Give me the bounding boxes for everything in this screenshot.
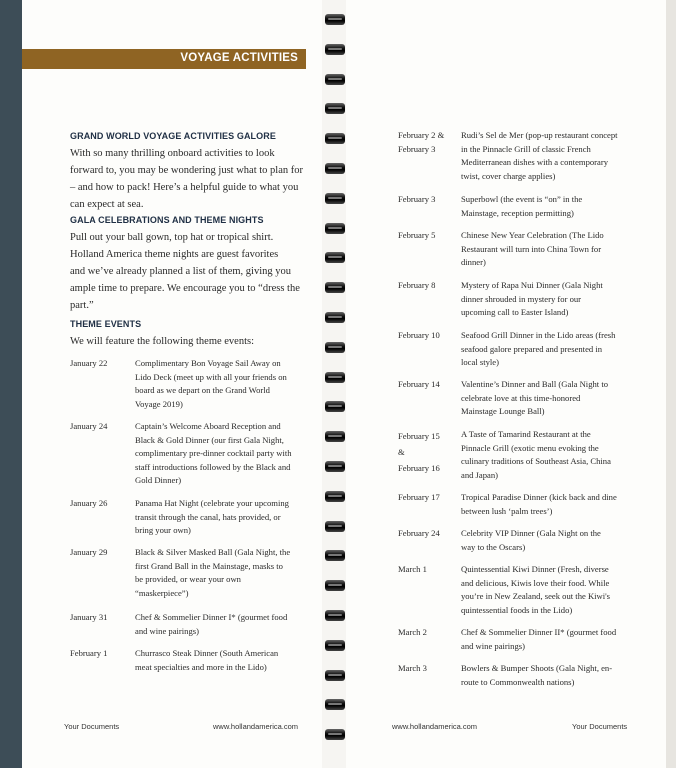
event-description: Tropical Paradise Dinner (kick back and dine between lush ‘palm trees’) xyxy=(461,492,617,516)
heading-activities-galore: GRAND WORLD VOYAGE ACTIVITIES GALORE xyxy=(70,131,276,141)
binding-ring xyxy=(325,74,345,85)
event-description: Black & Silver Masked Ball (Gala Night, the first Grand Ball in the Mainstage, masks to be provided, or wear your own “maskerpiece”) xyxy=(135,547,291,598)
event-description: Chinese New Year Celebration (The Lido Restaurant will turn into China Town for dinner) xyxy=(461,230,604,267)
event-description: A Taste of Tamarind Restaurant at the Pinnacle Grill (exotic menu evoking the culinary traditions of Southeast Asia, China and Japan) xyxy=(461,429,611,480)
event-date: January 26 xyxy=(70,498,108,508)
footer-section-right: Your Documents xyxy=(572,722,628,731)
section-banner xyxy=(22,49,306,69)
binding-ring xyxy=(325,44,345,55)
event-description: Complimentary Bon Voyage Sail Away on Lido Deck (meet up with all your friends on board as we depart on the Grand World Voyage 2019) xyxy=(135,358,287,409)
banner-title: VOYAGE ACTIVITIES xyxy=(180,52,298,64)
binding-ring xyxy=(325,431,345,442)
page-edge xyxy=(666,0,676,768)
event-date: February 24 xyxy=(398,528,440,538)
event-date: February 1 xyxy=(70,648,108,658)
binding-gutter xyxy=(322,0,346,768)
event-description: Superbowl (the event is “on” in the Mainstage, reception permitting) xyxy=(461,194,583,218)
event-description: Quintessential Kiwi Dinner (Fresh, diverse and delicious, Kiwis love their food. While you’re in New Zealand, seek out the Kiwi's quintessential foods in the Lido) xyxy=(461,564,611,615)
binding-ring xyxy=(325,252,345,263)
binding-ring xyxy=(325,223,345,234)
event-description: Mystery of Rapa Nui Dinner (Gala Night dinner shrouded in mystery for our upcoming call to Easter Island) xyxy=(461,280,603,317)
binding-ring xyxy=(325,610,345,621)
binding-ring xyxy=(325,133,345,144)
binding-ring xyxy=(325,163,345,174)
binding-ring xyxy=(325,14,345,25)
footer-section-left: Your Documents xyxy=(64,722,120,731)
event-date: January 24 xyxy=(70,421,108,431)
event-date: January 31 xyxy=(70,612,108,622)
binding-ring xyxy=(325,401,345,412)
event-description: Bowlers & Bumper Shoots (Gala Night, en- route to Commonwealth nations) xyxy=(461,663,613,687)
binding-ring xyxy=(325,550,345,561)
event-description: Valentine’s Dinner and Ball (Gala Night to celebrate love at this time-honored Mainstage Lounge Ball) xyxy=(461,379,609,416)
binding-ring xyxy=(325,282,345,293)
theme-intro: We will feature the following theme events: xyxy=(70,336,255,347)
binding-ring xyxy=(325,103,345,114)
event-date: February 14 xyxy=(398,379,440,389)
event-date: March 2 xyxy=(398,627,427,637)
binding-ring xyxy=(325,670,345,681)
heading-gala-celebrations: GALA CELEBRATIONS AND THEME NIGHTS xyxy=(70,215,264,225)
binding-ring xyxy=(325,640,345,651)
event-date: March 1 xyxy=(398,564,427,574)
event-description: Chef & Sommelier Dinner I* (gourmet food and wine pairings) xyxy=(135,612,288,636)
event-description: Churrasco Steak Dinner (South American meat specialties and more in the Lido) xyxy=(135,648,279,672)
event-description: Seafood Grill Dinner in the Lido areas (fresh seafood galore prepared and presented in local style) xyxy=(461,330,616,367)
heading-theme-events: THEME EVENTS xyxy=(70,319,142,329)
event-date: February 17 xyxy=(398,492,440,502)
binding-ring xyxy=(325,729,345,740)
event-date: January 29 xyxy=(70,547,108,557)
gala-paragraph: Pull out your ball gown, top hat or tropical shirt. Holland America theme nights are guest favorites and we’ve already planned a list of them, giving you ample time to prepare. We encourage you to “dress the part.” xyxy=(70,232,300,311)
event-description: Celebrity VIP Dinner (Gala Night on the way to the Oscars) xyxy=(461,528,601,552)
event-description: Rudi’s Sel de Mer (pop-up restaurant concept in the Pinnacle Grill of classic French Mediterranean dishes with a contemporary twist, cover charge applies) xyxy=(461,130,618,181)
footer-url-left[interactable]: www.hollandamerica.com xyxy=(213,722,299,731)
footer-url-right[interactable]: www.hollandamerica.com xyxy=(392,722,478,731)
intro-paragraph: With so many thrilling onboard activities to look forward to, you may be wondering just what to plan for – and how to pack! Here’s a helpful guide to what you can expect at sea. xyxy=(70,148,303,210)
event-date: February 3 xyxy=(398,194,436,204)
event-description: Chef & Sommelier Dinner II* (gourmet food and wine pairings) xyxy=(461,627,617,651)
binding-ring xyxy=(325,193,345,204)
binding-ring xyxy=(325,521,345,532)
binding-ring xyxy=(325,372,345,383)
event-date: February 15 & February 16 xyxy=(398,431,440,473)
event-date: March 3 xyxy=(398,663,427,673)
binding-ring xyxy=(325,580,345,591)
event-date: February 10 xyxy=(398,330,440,340)
event-date: February 5 xyxy=(398,230,436,240)
event-date: February 8 xyxy=(398,280,436,290)
binding-ring xyxy=(325,342,345,353)
event-date: February 2 & February 3 xyxy=(398,130,445,154)
binding-ring xyxy=(325,312,345,323)
binding-ring xyxy=(325,491,345,502)
event-description: Captain’s Welcome Aboard Reception and Black & Gold Dinner (our first Gala Night, complimentary pre-dinner cocktail party with staff introductions followed by the Black and Gold Dinner) xyxy=(135,421,292,485)
event-description: Panama Hat Night (celebrate your upcoming transit through the canal, hats provided, or bring your own) xyxy=(135,498,289,535)
binding-ring xyxy=(325,699,345,710)
binding-ring xyxy=(325,461,345,472)
event-date: January 22 xyxy=(70,358,108,368)
